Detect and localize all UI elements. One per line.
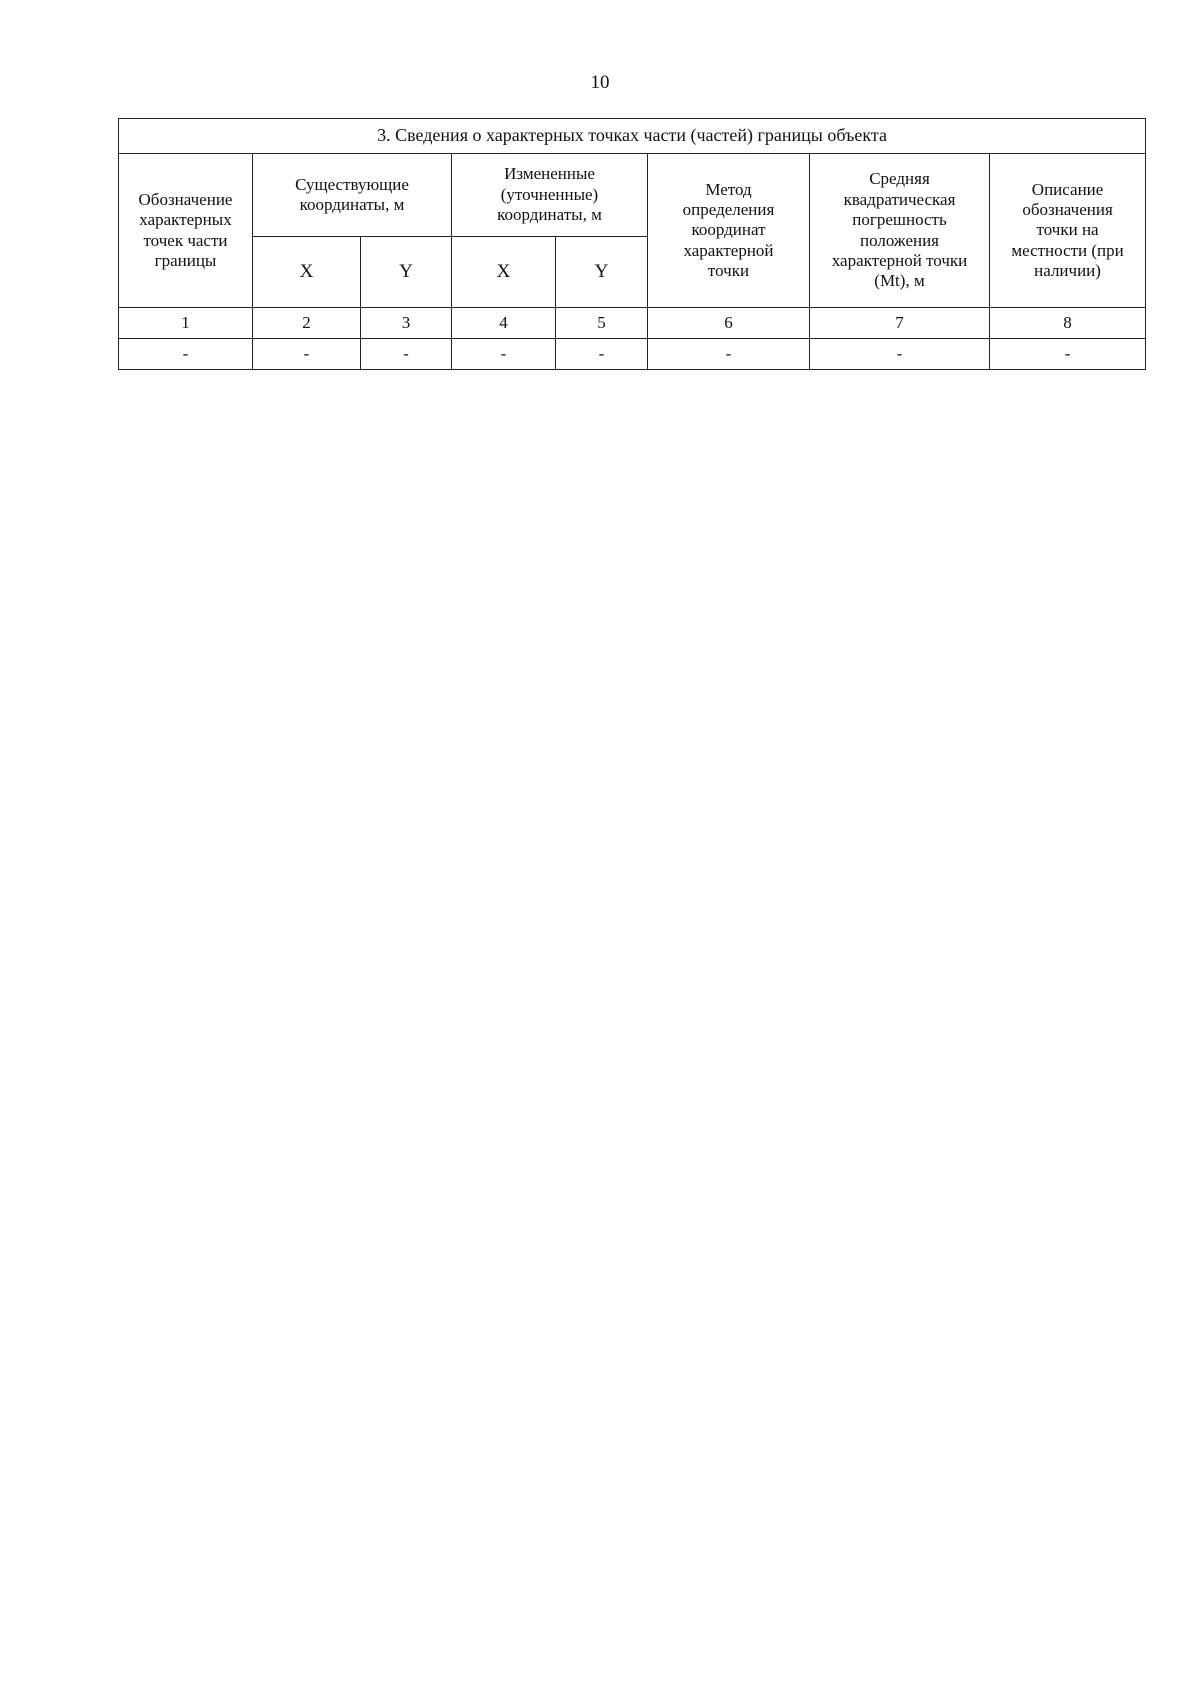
header-existing-y: Y xyxy=(361,237,452,308)
header-existing-coordinates: Существующие координаты, м xyxy=(253,154,452,237)
header-description: Описание обозначения точки на местности (при наличии) xyxy=(990,154,1146,308)
header-existing-x: X xyxy=(253,237,361,308)
column-number-row xyxy=(119,308,1146,339)
page-number: 10 xyxy=(590,72,610,93)
column-number: 4 xyxy=(452,308,556,339)
column-number: 5 xyxy=(556,308,648,339)
table-cell: - xyxy=(119,339,253,370)
column-number: 2 xyxy=(253,308,361,339)
header-changed-coordinates: Измененные (уточненные) координаты, м xyxy=(452,154,648,237)
header-designation: Обозначение характерных точек части границы xyxy=(119,154,253,308)
table-title: 3. Сведения о характерных точках части (частей) границы объекта xyxy=(119,119,1146,154)
table-cell: - xyxy=(452,339,556,370)
table-row xyxy=(119,339,1146,370)
header-changed-y: Y xyxy=(556,237,648,308)
column-number: 7 xyxy=(810,308,990,339)
table-cell: - xyxy=(253,339,361,370)
header-changed-x: X xyxy=(452,237,556,308)
table-cell: - xyxy=(990,339,1146,370)
table-cell: - xyxy=(810,339,990,370)
table-cell: - xyxy=(556,339,648,370)
column-number: 6 xyxy=(648,308,810,339)
column-number: 8 xyxy=(990,308,1146,339)
characteristic-points-table xyxy=(118,118,1146,370)
column-number: 1 xyxy=(119,308,253,339)
column-number: 3 xyxy=(361,308,452,339)
header-mean-square-error: Средняя квадратическая погрешность положения характерной точки (Mt), м xyxy=(810,154,990,308)
header-method: Метод определения координат характерной точки xyxy=(648,154,810,308)
table-cell: - xyxy=(648,339,810,370)
table-cell: - xyxy=(361,339,452,370)
